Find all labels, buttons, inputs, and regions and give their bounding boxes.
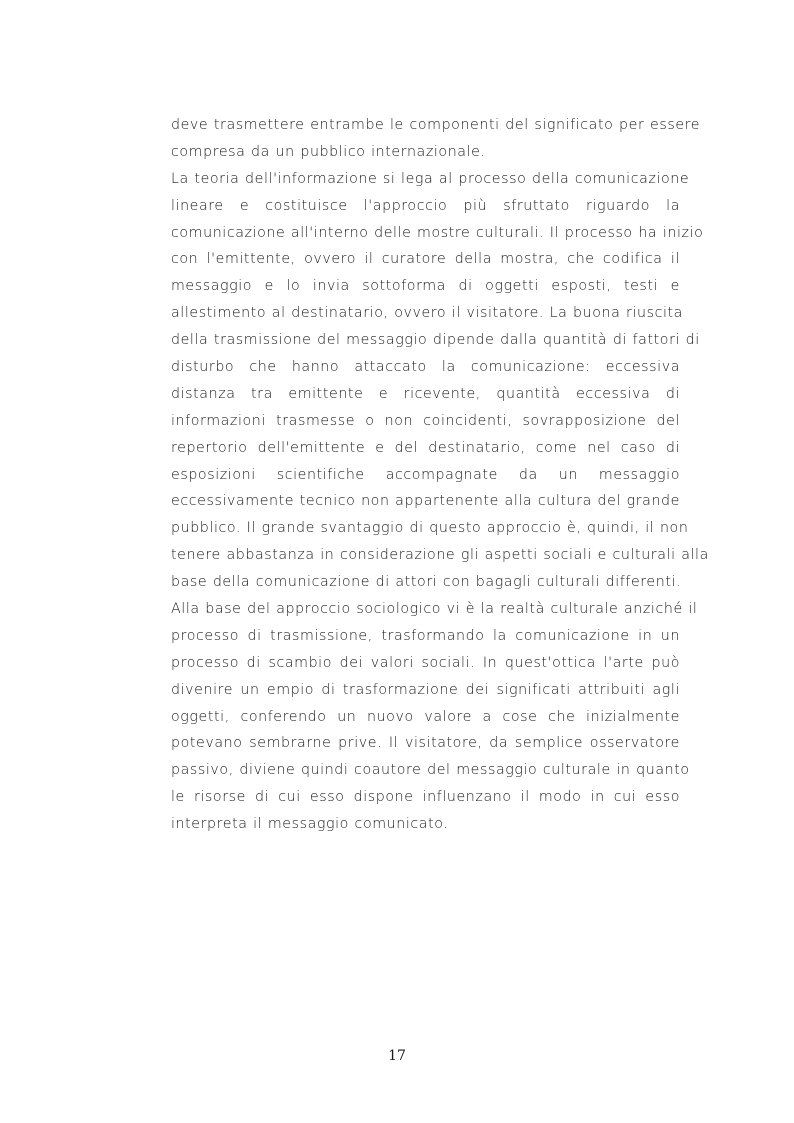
text-line: allestimento al destinatario, ovvero il visitatore. La buona riuscita [171,305,683,322]
text-line: eccessivamente tecnico non appartenente alla cultura del grande [171,493,680,510]
text-line: della trasmissione del messaggio dipende dalla quantità di fattori di [171,332,700,349]
text-line: Alla base del approccio sociologico vi è la realtà culturale anziché il [171,601,698,618]
page-number: 17 [388,1048,406,1064]
text-line: processo di trasmissione, trasformando la comunicazione in un [171,627,680,644]
text-line: repertorio dell'emittente e del destinatario, come nel caso di [171,439,680,456]
text-line: informazioni trasmesse o non coincidenti, sovrapposizione del [171,412,680,429]
text-line: pubblico. Il grande svantaggio di questo approccio è, quindi, il non [171,520,689,537]
text-line: potevano sembrarne prive. Il visitatore, da semplice osservatore [171,735,680,752]
text-line: deve trasmettere entrambe le componenti del significato per essere [171,117,701,133]
body-text [171,112,709,838]
text-line: distanza tra emittente e ricevente, quantità eccessiva di [171,385,680,402]
text-line: compresa da un pubblico internazionale. [171,143,486,160]
text-line: con l'emittente, ovvero il curatore della mostra, che codifica il [171,251,680,268]
text-line: disturbo che hanno attaccato la comunicazione: eccessiva [171,359,680,376]
text-line: base della comunicazione di attori con bagagli culturali differenti. [171,574,682,591]
text-line: lineare e costituisce l'approccio più sfruttato riguardo la [171,197,680,214]
text-line: oggetti, conferendo un nuovo valore a cose che inizialmente [171,708,680,725]
text-line: messaggio e lo invia sottoforma di oggetti esposti, testi e [171,278,680,295]
text-line: La teoria dell'informazione si lega al processo della comunicazione [171,170,690,187]
text-line: interpreta il messaggio comunicato. [171,816,449,833]
text-line: tenere abbastanza in considerazione gli aspetti sociali e culturali alla [171,547,709,564]
text-line: processo di scambio dei valori sociali. In quest'ottica l'arte può [171,654,680,671]
text-line: esposizioni scientifiche accompagnate da un messaggio [171,466,680,483]
text-line: comunicazione all'interno delle mostre culturali. Il processo ha inizio [171,224,704,241]
text-line: passivo, diviene quindi coautore del messaggio culturale in quanto [171,762,690,779]
text-line: divenire un empio di trasformazione dei significati attribuiti agli [171,681,680,698]
text-line: le risorse di cui esso dispone influenzano il modo in cui esso [171,789,680,806]
